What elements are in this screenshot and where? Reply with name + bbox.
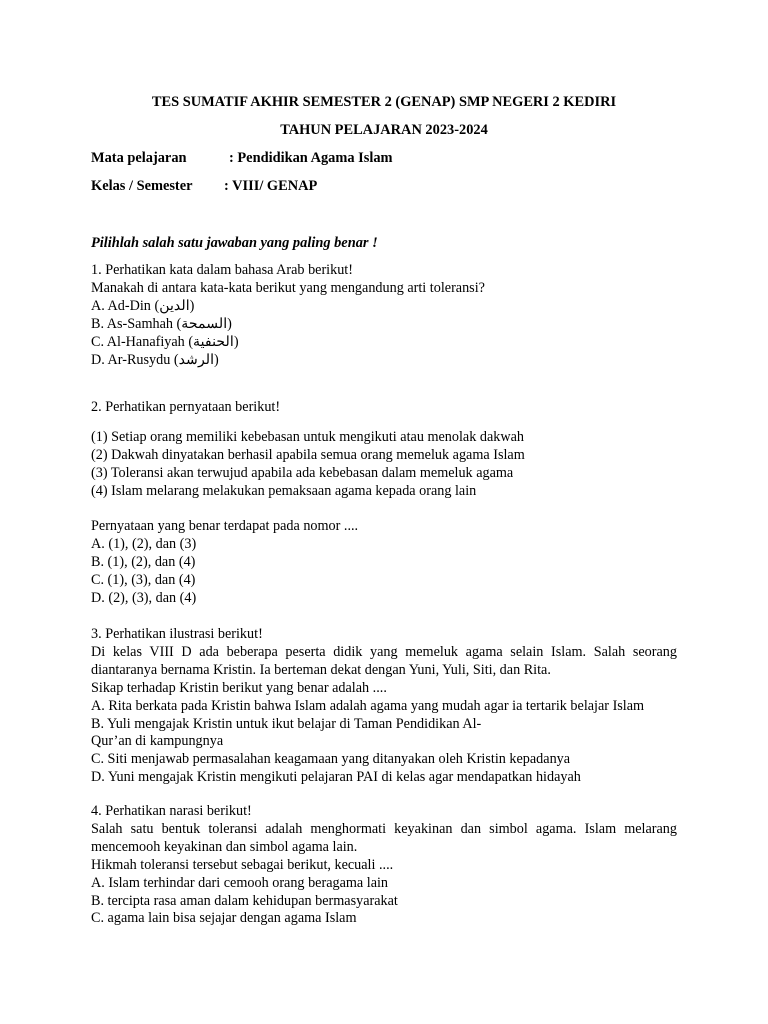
question-text: Manakah di antara kata-kata berikut yang mengandung arti toleransi? <box>91 279 485 296</box>
class-label: Kelas / Semester <box>91 178 193 194</box>
instruction: Pilihlah salah satu jawaban yang paling benar ! <box>91 235 378 251</box>
answer-option: B. (1), (2), dan (4) <box>91 553 196 570</box>
subject-row <box>91 150 393 168</box>
question-text: diantaranya bernama Kristin. Ia berteman dekat dengan Yuni, Yuli, Siti, dan Rita. <box>91 661 551 678</box>
answer-option: Qur’an di kampungnya <box>91 733 224 750</box>
answer-option: C. Siti menjawab permasalahan keagamaan yang ditanyakan oleh Kristin kepadanya <box>91 751 571 768</box>
question-text: Sikap terhadap Kristin berikut yang benar adalah .... <box>91 679 387 696</box>
statement: (1) Setiap orang memiliki kebebasan untuk mengikuti atau menolak dakwah <box>91 429 524 445</box>
exam-title: TES SUMATIF AKHIR SEMESTER 2 (GENAP) SMP NEGERI 2 KEDIRI <box>151 94 617 110</box>
answer-option: B. tercipta rasa aman dalam kehidupan bermasyarakat <box>91 892 398 909</box>
question-text: 1. Perhatikan kata dalam bahasa Arab berikut! <box>91 262 353 278</box>
question-text: Hikmah toleransi tersebut sebagai berikut, kecuali .... <box>91 856 394 873</box>
statement: (2) Dakwah dinyatakan berhasil apabila semua orang memeluk agama Islam <box>91 446 525 463</box>
question-4 <box>91 803 677 928</box>
question-text: 2. Perhatikan pernyataan berikut! <box>91 399 281 415</box>
answer-option: D. Ar-Rusydu (الرشد) <box>91 351 219 368</box>
academic-year: TAHUN PELAJARAN 2023-2024 <box>280 122 488 138</box>
answer-option: C. (1), (3), dan (4) <box>91 571 196 588</box>
answer-option: B. As-Samhah (السمحة) <box>91 315 232 332</box>
question-2-statements <box>91 429 677 501</box>
answer-option: B. Yuli mengajak Kristin untuk ikut belajar di Taman Pendidikan Al- <box>91 715 482 732</box>
answer-option: C. agama lain bisa sejajar dengan agama Islam <box>91 910 357 927</box>
class-row <box>91 178 317 196</box>
answer-option: A. Islam terhindar dari cemooh orang beragama lain <box>91 874 389 891</box>
question-text: Salah satu bentuk toleransi adalah menghormati keyakinan dan simbol agama. Islam melarang <box>91 820 677 837</box>
answer-option: C. Al-Hanafiyah (الحنفية) <box>91 333 239 350</box>
subject-label: Mata pelajaran <box>91 150 187 166</box>
question-1 <box>91 262 677 369</box>
subject-value: : Pendidikan Agama Islam <box>229 150 393 166</box>
question-2-options <box>91 518 677 608</box>
question-3 <box>91 626 677 787</box>
question-text: mencemooh keyakinan dan simbol agama lain. <box>91 838 358 855</box>
answer-option: A. Ad-Din (الدين) <box>91 297 195 314</box>
question-prompt: Pernyataan yang benar terdapat pada nomor .... <box>91 518 359 534</box>
answer-option: D. Yuni mengajak Kristin mengikuti pelajaran PAI di kelas agar mendapatkan hidayah <box>91 769 581 786</box>
statement: (4) Islam melarang melakukan pemaksaan agama kepada orang lain <box>91 482 477 499</box>
question-text: Di kelas VIII D ada beberapa peserta didik yang memeluk agama selain Islam. Salah seorang <box>91 643 677 660</box>
statement: (3) Toleransi akan terwujud apabila ada kebebasan dalam memeluk agama <box>91 464 514 481</box>
class-value: : VIII/ GENAP <box>224 178 318 194</box>
question-text: 3. Perhatikan ilustrasi berikut! <box>91 626 263 642</box>
answer-option: D. (2), (3), dan (4) <box>91 589 197 606</box>
question-2 <box>91 399 677 417</box>
answer-option: A. Rita berkata pada Kristin bahwa Islam adalah agama yang mudah agar ia tertarik belajar Islam <box>91 697 645 714</box>
question-text: 4. Perhatikan narasi berikut! <box>91 803 252 819</box>
answer-option: A. (1), (2), dan (3) <box>91 535 197 552</box>
